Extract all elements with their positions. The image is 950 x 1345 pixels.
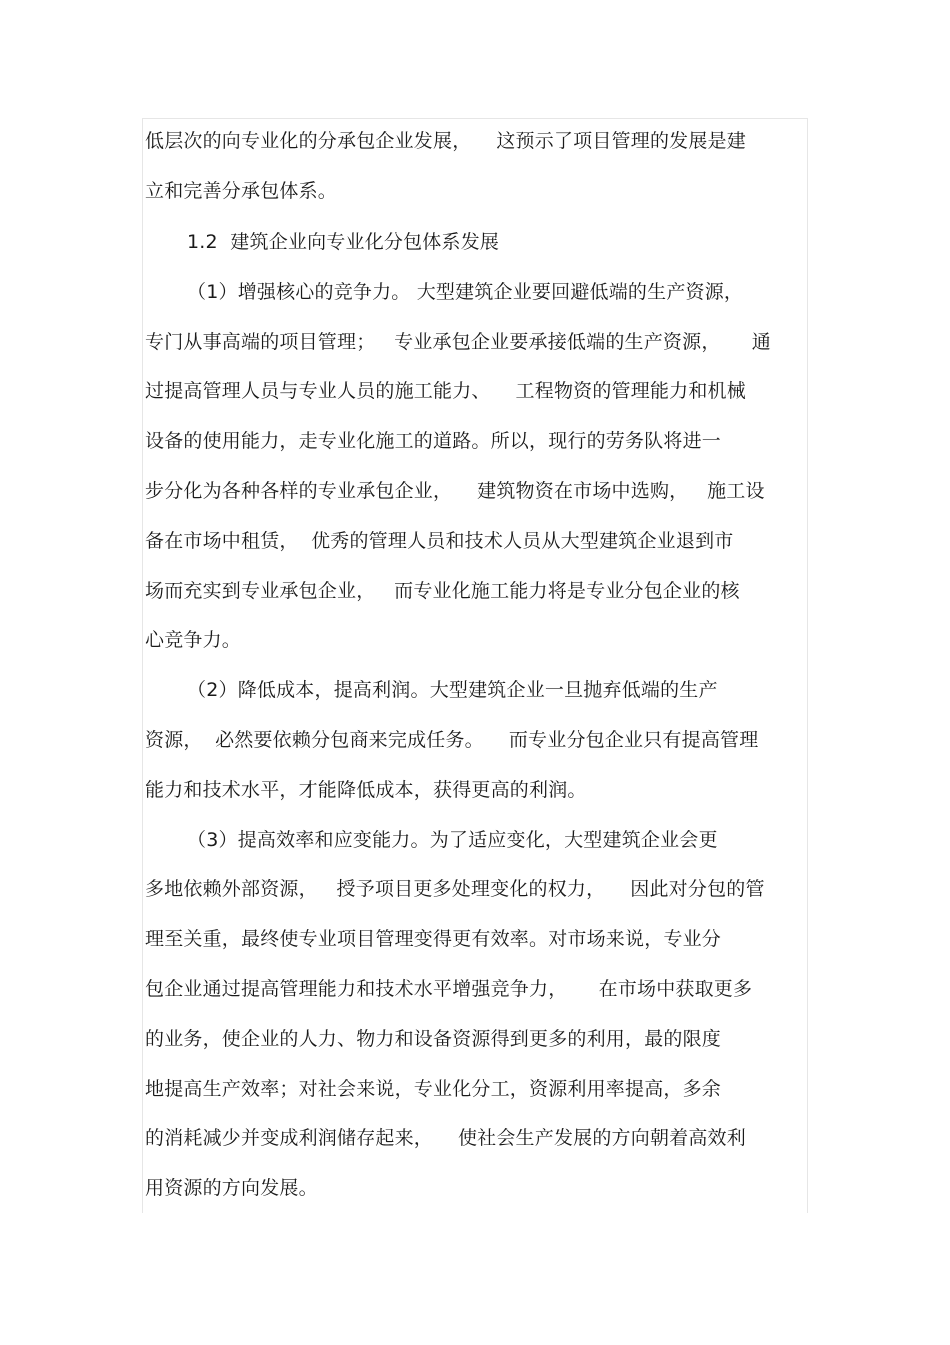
body-line: 心竞争力。 [145, 629, 242, 651]
body-line: 资源， 必然要依赖分包商来完成任务。 而专业分包企业只有提高管理 [145, 729, 759, 751]
body-line: 的业务，使企业的人力、物力和设备资源得到更多的利用，最的限度 [145, 1028, 722, 1050]
body-line: 的消耗减少并变成利润储存起来， 使社会生产发展的方向朝着高效利 [145, 1127, 746, 1149]
section-heading: 1.2 建筑企业向专业化分包体系发展 [187, 231, 500, 253]
body-line: 能力和技术水平，才能降低成本，获得更高的利润。 [145, 779, 587, 801]
body-line: 多地依赖外部资源， 授予项目更多处理变化的权力， 因此对分包的管 [145, 878, 765, 900]
body-line: 包企业通过提高管理能力和技术水平增强竞争力， 在市场中获取更多 [145, 978, 753, 1000]
body-line: 专门从事高端的项目管理； 专业承包企业要承接低端的生产资源， 通 [145, 331, 771, 353]
body-line: （3）提高效率和应变能力。为了适应变化，大型建筑企业会更 [187, 829, 718, 851]
body-line: 设备的使用能力，走专业化施工的道路。所以，现行的劳务队将进一 [145, 430, 722, 452]
body-line: 过提高管理人员与专业人员的施工能力、 工程物资的管理能力和机械 [145, 380, 746, 402]
body-line: （1）增强核心的竞争力。 大型建筑企业要回避低端的生产资源， [187, 281, 744, 303]
body-line: 低层次的向专业化的分承包企业发展， 这预示了项目管理的发展是建 [145, 130, 746, 152]
body-line: 备在市场中租赁， 优秀的管理人员和技术人员从大型建筑企业退到市 [145, 530, 734, 552]
body-line: 步分化为各种各样的专业承包企业， 建筑物资在市场中选购， 施工设 [145, 480, 765, 502]
body-line: （2）降低成本，提高利润。大型建筑企业一旦抛弃低端的生产 [187, 679, 718, 701]
body-line: 地提高生产效率；对社会来说，专业化分工，资源利用率提高，多余 [145, 1078, 722, 1100]
body-line: 场而充实到专业承包企业， 而专业化施工能力将是专业分包企业的核 [145, 580, 740, 602]
body-line: 用资源的方向发展。 [145, 1177, 318, 1199]
body-line: 立和完善分承包体系。 [145, 180, 338, 202]
body-line: 理至关重，最终使专业项目管理变得更有效率。对市场来说，专业分 [145, 928, 722, 950]
